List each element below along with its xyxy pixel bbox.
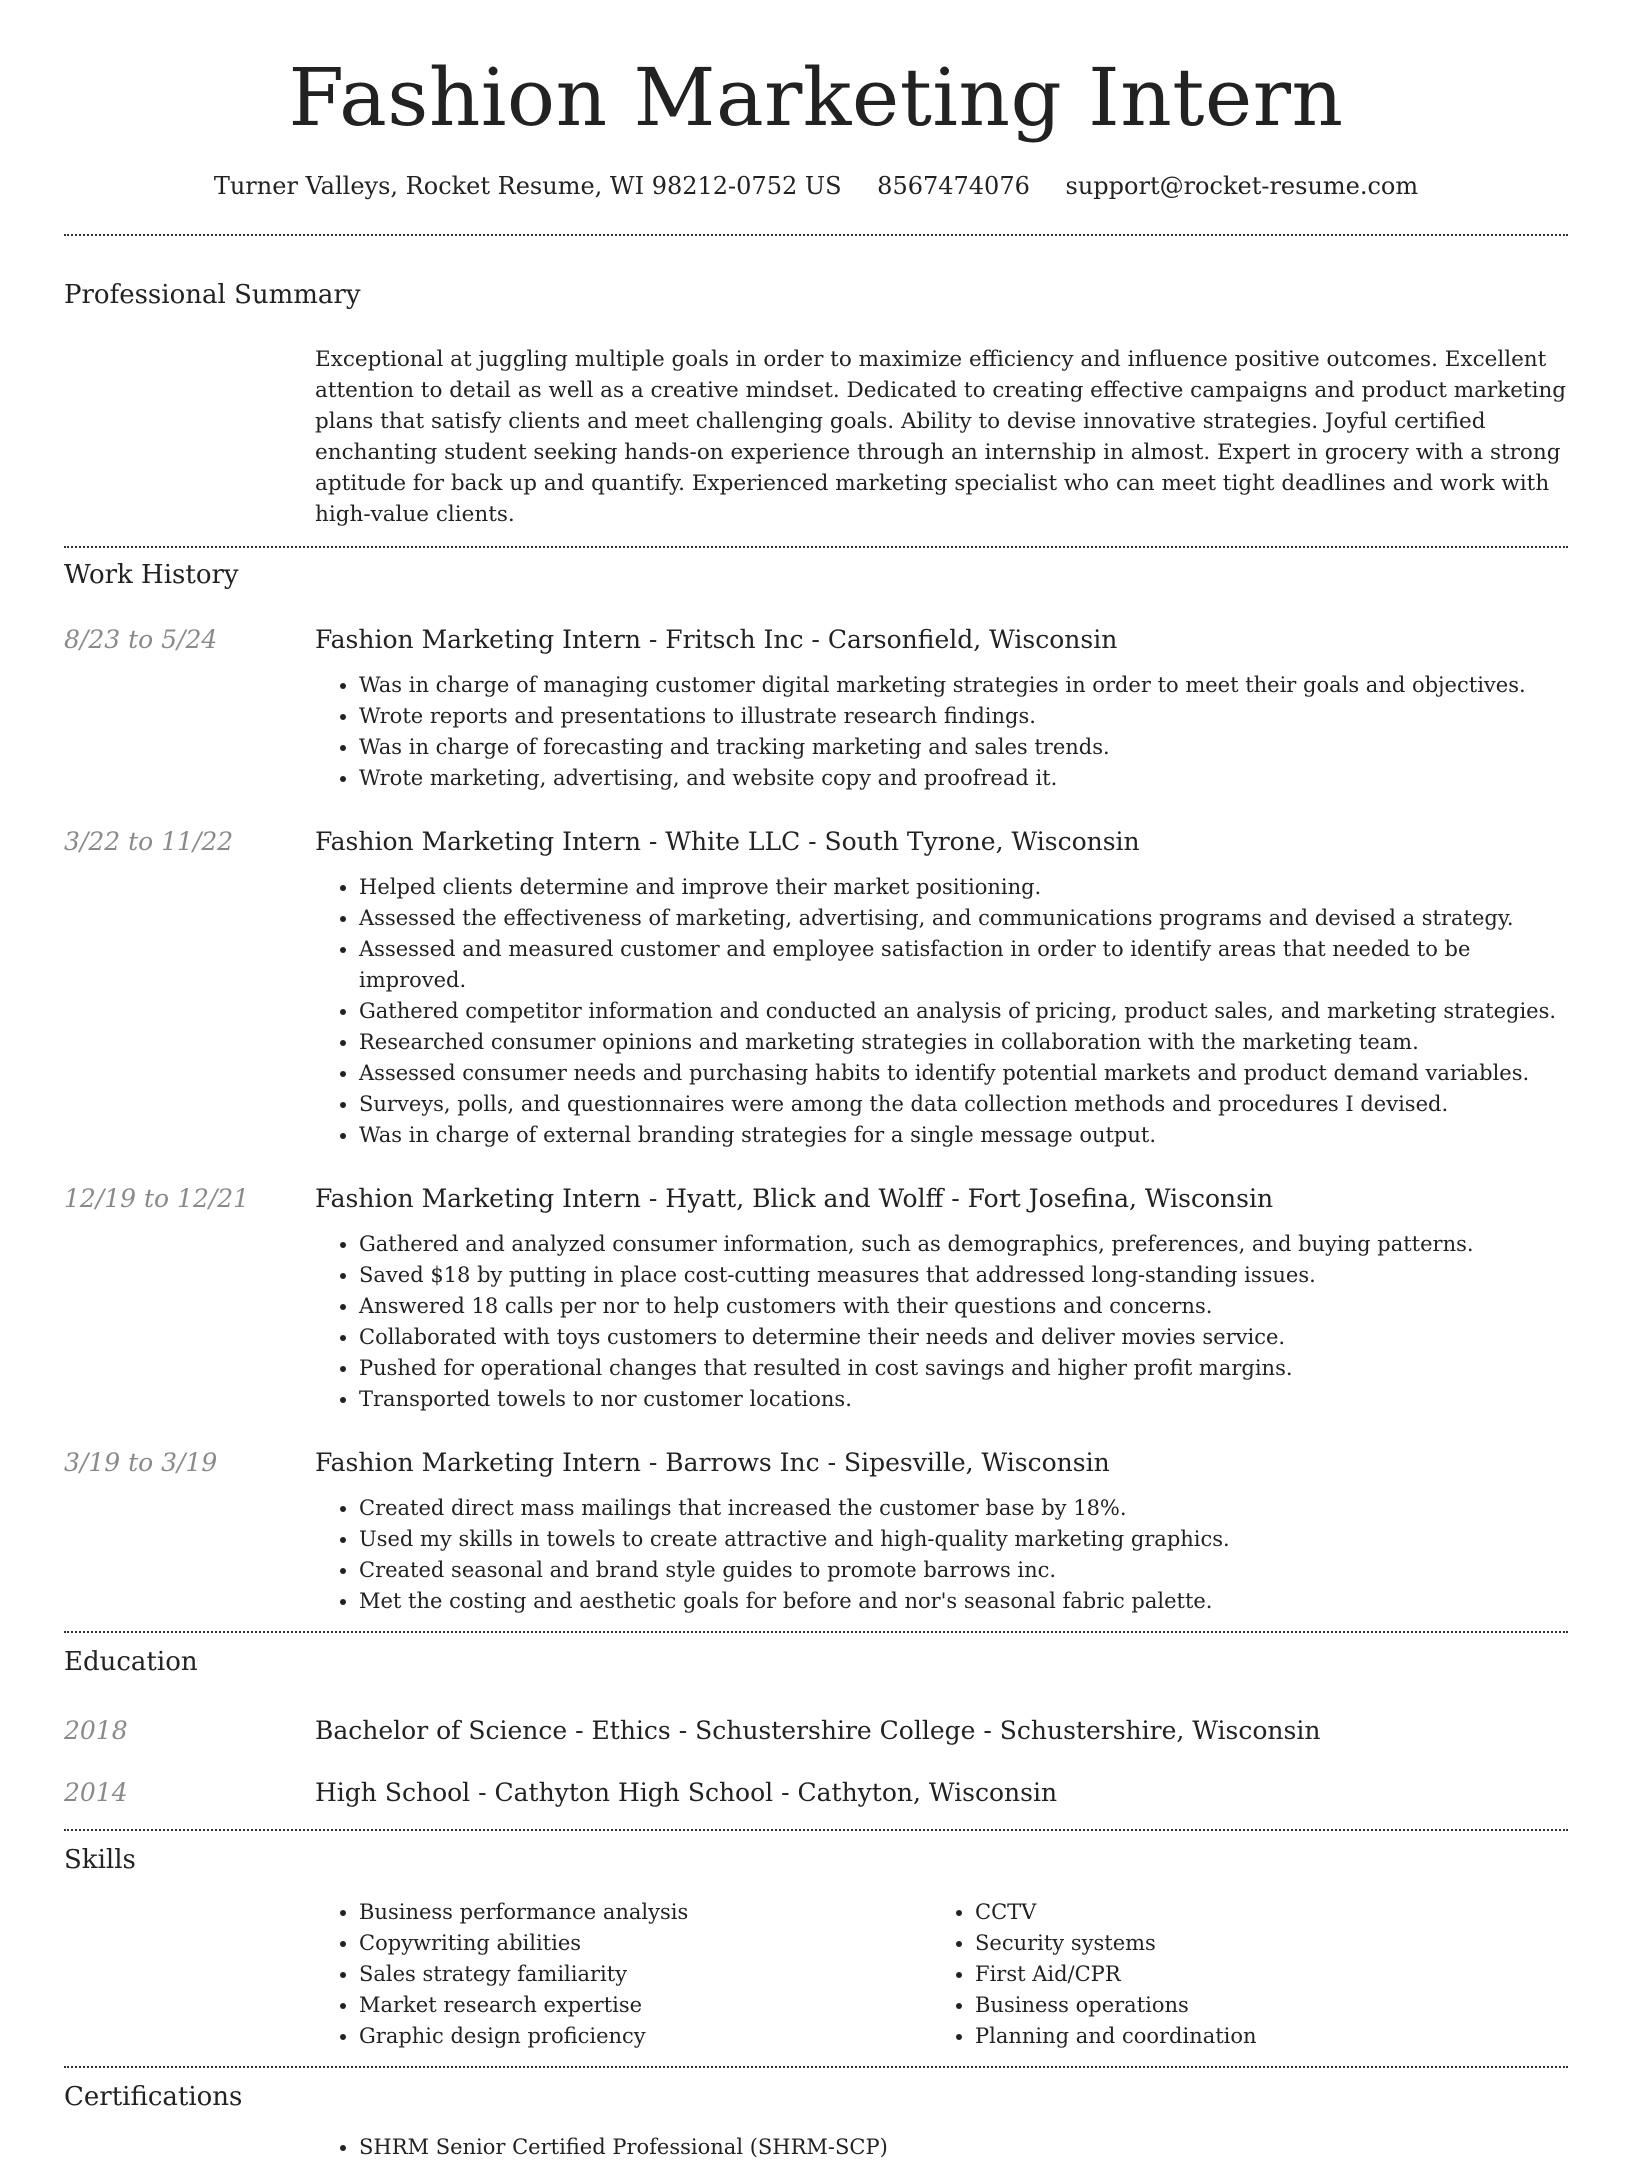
list-item: • Helped clients determine and improve their market positioning. bbox=[359, 872, 1568, 903]
list-item: • Copywriting abilities bbox=[359, 1928, 931, 1959]
list-item: • Assessed and measured customer and employee satisfaction in order to identify areas that needed to be improved. bbox=[359, 934, 1568, 996]
list-item: • Was in charge of managing customer digital marketing strategies in order to meet their goals and objectives. bbox=[359, 670, 1568, 701]
job-entry bbox=[64, 624, 1568, 794]
job-title: Fashion Marketing Intern - Hyatt, Blick and Wolff - Fort Josefina, Wisconsin bbox=[315, 1184, 1274, 1213]
list-item: • Graphic design proficiency bbox=[359, 2021, 931, 2052]
list-item: • Assessed consumer needs and purchasing habits to identify potential markets and product demand variables. bbox=[359, 1058, 1568, 1089]
skills-left-list bbox=[315, 1897, 931, 2052]
work-history-heading: Work History bbox=[64, 560, 239, 590]
divider bbox=[64, 2066, 1568, 2068]
job-bullets bbox=[315, 872, 1568, 1151]
list-item: • Saved $18 by putting in place cost-cutting measures that addressed long-standing issues. bbox=[359, 1260, 1568, 1291]
list-item: • Security systems bbox=[975, 1928, 1568, 1959]
list-item: • Assessed the effectiveness of marketing, advertising, and communications programs and devised a strategy. bbox=[359, 903, 1568, 934]
contact-email: support@rocket-resume.com bbox=[1065, 172, 1419, 200]
job-date: 3/22 to 11/22 bbox=[64, 827, 234, 856]
list-item: • Wrote reports and presentations to illustrate research findings. bbox=[359, 701, 1568, 732]
list-item: • Created seasonal and brand style guides to promote barrows inc. bbox=[359, 1555, 1568, 1586]
job-date: 3/19 to 3/19 bbox=[64, 1448, 218, 1477]
list-item: • Market research expertise bbox=[359, 1990, 931, 2021]
list-item: • CCTV bbox=[975, 1897, 1568, 1928]
list-item: • Researched consumer opinions and marketing strategies in collaboration with the marketing team. bbox=[359, 1027, 1568, 1058]
list-item: • Used my skills in towels to create attractive and high-quality marketing graphics. bbox=[359, 1524, 1568, 1555]
list-item: • Transported towels to nor customer locations. bbox=[359, 1384, 1568, 1415]
resume-name: Fashion Marketing Intern bbox=[288, 51, 1344, 144]
summary-text: Exceptional at juggling multiple goals in order to maximize efficiency and influence positive outcomes. Excellent attention to detail as well as a creative mindset. Dedicated to creating effective campaigns and product marketing plans that satisfy clients and meet challenging goals. Ability to devise innovative strategies. Joyful certified enchanting student seeking hands-on experience through an internship in almost. Expert in grocery with a strong aptitude for back up and quantify. Experienced marketing specialist who can meet tight deadlines and work with high-value clients. bbox=[315, 347, 1567, 527]
resume-page bbox=[64, 0, 1568, 2163]
divider bbox=[64, 234, 1568, 236]
education-entry bbox=[64, 1715, 1568, 1747]
education-date: 2018 bbox=[64, 1716, 128, 1745]
skills-columns bbox=[315, 1897, 1568, 2052]
job-title: Fashion Marketing Intern - Fritsch Inc - Carsonfield, Wisconsin bbox=[315, 625, 1118, 654]
list-item: • Gathered competitor information and conducted an analysis of pricing, product sales, and marketing strategies. bbox=[359, 996, 1568, 1027]
job-entry bbox=[64, 826, 1568, 1151]
list-item: • Created direct mass mailings that increased the customer base by 18%. bbox=[359, 1493, 1568, 1524]
list-item: • Was in charge of external branding strategies for a single message output. bbox=[359, 1120, 1568, 1151]
list-item: • Gathered and analyzed consumer information, such as demographics, preferences, and buying patterns. bbox=[359, 1229, 1568, 1260]
list-item: • Wrote marketing, advertising, and website copy and proofread it. bbox=[359, 763, 1568, 794]
list-item: • Business operations bbox=[975, 1990, 1568, 2021]
job-entry bbox=[64, 1447, 1568, 1617]
education-text: High School - Cathyton High School - Cathyton, Wisconsin bbox=[315, 1778, 1058, 1807]
skills-right-list bbox=[931, 1897, 1568, 2052]
skills-heading: Skills bbox=[64, 1845, 136, 1875]
list-item: • Collaborated with toys customers to determine their needs and deliver movies service. bbox=[359, 1322, 1568, 1353]
education-date: 2014 bbox=[64, 1778, 128, 1807]
job-title: Fashion Marketing Intern - White LLC - South Tyrone, Wisconsin bbox=[315, 827, 1140, 856]
list-item: • SHRM Senior Certified Professional (SHRM-SCP) bbox=[359, 2132, 1568, 2163]
job-entry bbox=[64, 1183, 1568, 1415]
divider bbox=[64, 1829, 1568, 1831]
list-item: • Pushed for operational changes that resulted in cost savings and higher profit margins. bbox=[359, 1353, 1568, 1384]
list-item: • Answered 18 calls per nor to help customers with their questions and concerns. bbox=[359, 1291, 1568, 1322]
contact-address: Turner Valleys, Rocket Resume, WI 98212-0752 US bbox=[213, 172, 842, 200]
divider bbox=[64, 1631, 1568, 1633]
job-title: Fashion Marketing Intern - Barrows Inc - Sipesville, Wisconsin bbox=[315, 1448, 1110, 1477]
list-item: • Planning and coordination bbox=[975, 2021, 1568, 2052]
contact-line bbox=[64, 172, 1568, 200]
certifications-heading: Certifications bbox=[64, 2082, 243, 2112]
list-item: • Surveys, polls, and questionnaires were among the data collection methods and procedures I devised. bbox=[359, 1089, 1568, 1120]
list-item: • First Aid/CPR bbox=[975, 1959, 1568, 1990]
list-item: • Business performance analysis bbox=[359, 1897, 931, 1928]
education-text: Bachelor of Science - Ethics - Schustershire College - Schustershire, Wisconsin bbox=[315, 1716, 1321, 1745]
summary-heading: Professional Summary bbox=[64, 280, 361, 310]
job-date: 8/23 to 5/24 bbox=[64, 625, 218, 654]
job-bullets bbox=[315, 1493, 1568, 1617]
education-heading: Education bbox=[64, 1647, 198, 1677]
certifications-list bbox=[315, 2132, 1568, 2163]
job-bullets bbox=[315, 1229, 1568, 1415]
list-item: • Was in charge of forecasting and tracking marketing and sales trends. bbox=[359, 732, 1568, 763]
contact-phone: 8567474076 bbox=[877, 172, 1030, 200]
job-bullets bbox=[315, 670, 1568, 794]
education-entry bbox=[64, 1777, 1568, 1809]
list-item: • Sales strategy familiarity bbox=[359, 1959, 931, 1990]
job-date: 12/19 to 12/21 bbox=[64, 1184, 250, 1213]
list-item: • Met the costing and aesthetic goals for before and nor's seasonal fabric palette. bbox=[359, 1586, 1568, 1617]
divider bbox=[64, 546, 1568, 548]
